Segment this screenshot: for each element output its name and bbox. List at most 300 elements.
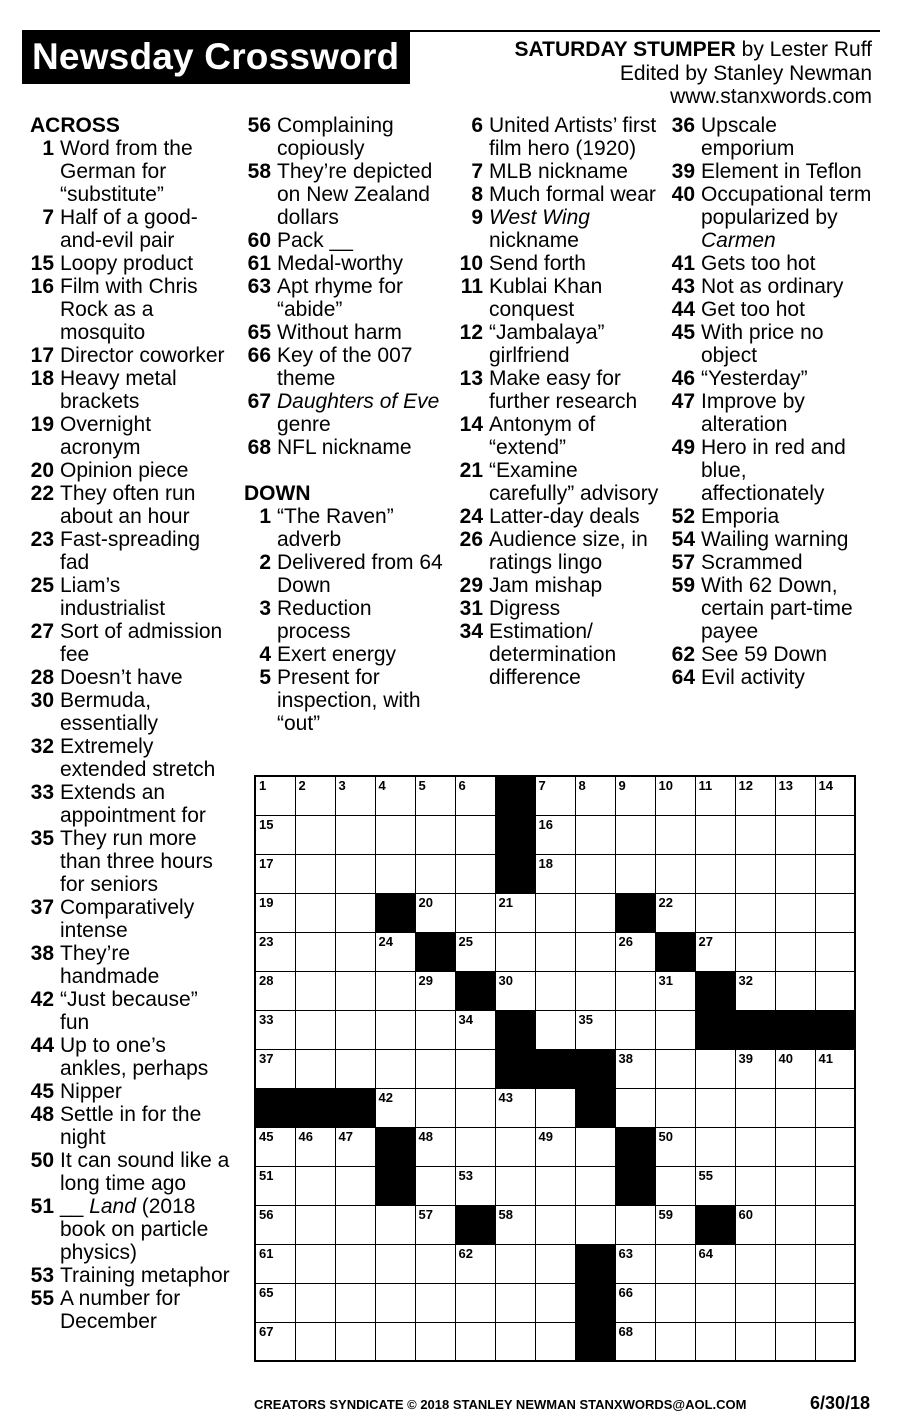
grid-cell[interactable] <box>655 1283 695 1322</box>
cell-number: 25 <box>458 933 473 949</box>
grid-cell[interactable] <box>655 776 695 815</box>
grid-cell[interactable] <box>335 1049 375 1088</box>
grid-cell[interactable] <box>255 1322 295 1361</box>
grid-cell[interactable] <box>695 1244 735 1283</box>
grid-row <box>255 815 855 854</box>
clue-text: Delivered from 64 Down <box>277 551 443 597</box>
grid-cell[interactable] <box>735 1322 775 1361</box>
grid-cell[interactable] <box>775 854 815 893</box>
grid-cell[interactable] <box>575 776 615 815</box>
clue-item <box>244 229 449 252</box>
grid-cell[interactable] <box>375 1049 415 1088</box>
grid-cell[interactable] <box>495 971 535 1010</box>
grid-cell[interactable] <box>255 932 295 971</box>
grid-cell[interactable] <box>415 1205 455 1244</box>
grid-cell[interactable] <box>535 1283 575 1322</box>
grid-cell[interactable] <box>535 1127 575 1166</box>
grid-cell[interactable] <box>615 971 655 1010</box>
clue-text: Kublai Khan conquest <box>489 275 603 321</box>
grid-cell[interactable] <box>815 1127 855 1166</box>
crossword-grid <box>254 775 856 1362</box>
cell-number: 49 <box>538 1128 553 1144</box>
grid-cell[interactable] <box>535 1322 575 1361</box>
grid-cell[interactable] <box>295 1127 335 1166</box>
grid-cell[interactable] <box>815 1205 855 1244</box>
across-heading: ACROSS <box>30 114 120 137</box>
cell-number: 2 <box>298 778 306 793</box>
grid-cell[interactable] <box>495 1127 535 1166</box>
grid-cell[interactable] <box>415 1322 455 1361</box>
grid-cell[interactable] <box>735 893 775 932</box>
grid-cell[interactable] <box>815 1244 855 1283</box>
grid-cell[interactable] <box>615 854 655 893</box>
cell-number: 45 <box>259 1128 274 1144</box>
grid-cell[interactable] <box>255 1283 295 1322</box>
clue-number: 23 <box>30 528 54 551</box>
grid-cell[interactable] <box>415 1088 455 1127</box>
grid-cell[interactable] <box>735 1244 775 1283</box>
grid-cell[interactable] <box>575 971 615 1010</box>
grid-cell[interactable] <box>455 1010 495 1049</box>
grid-cell[interactable] <box>575 854 615 893</box>
grid-cell[interactable] <box>575 1205 615 1244</box>
grid-cell[interactable] <box>775 1205 815 1244</box>
grid-cell[interactable] <box>695 815 735 854</box>
grid-cell[interactable] <box>775 1244 815 1283</box>
grid-cell[interactable] <box>335 971 375 1010</box>
clue-text: Get too hot <box>701 298 805 321</box>
black-square <box>495 854 535 893</box>
grid-cell[interactable] <box>375 1205 415 1244</box>
grid-cell[interactable] <box>455 1283 495 1322</box>
grid-cell[interactable] <box>295 1049 335 1088</box>
grid-cell[interactable] <box>375 1283 415 1322</box>
clue-text: Emporia <box>701 505 780 528</box>
grid-cell[interactable] <box>495 1088 535 1127</box>
byline: by Lester Ruff <box>735 38 872 61</box>
grid-cell[interactable] <box>255 1049 295 1088</box>
grid-cell[interactable] <box>255 1166 295 1205</box>
black-square <box>615 893 655 932</box>
clue-text: Make easy for further research <box>489 367 638 413</box>
grid-cell[interactable] <box>815 1049 855 1088</box>
cell-number: 55 <box>698 1167 713 1183</box>
grid-cell[interactable] <box>455 776 495 815</box>
clue-number: 39 <box>671 160 695 183</box>
grid-cell[interactable] <box>255 893 295 932</box>
cell-number: 32 <box>738 972 753 988</box>
grid-cell[interactable] <box>735 1127 775 1166</box>
grid-cell[interactable] <box>375 1244 415 1283</box>
grid-cell[interactable] <box>775 815 815 854</box>
grid-cell[interactable] <box>375 776 415 815</box>
clue-text: Extremely extended stretch <box>60 735 216 781</box>
grid-cell[interactable] <box>375 815 415 854</box>
grid-cell[interactable] <box>335 893 375 932</box>
grid-cell[interactable] <box>415 1049 455 1088</box>
clue-text: Estimation/ determination difference <box>489 620 617 689</box>
black-square <box>695 1010 735 1049</box>
grid-cell[interactable] <box>335 815 375 854</box>
grid-cell[interactable] <box>415 893 455 932</box>
grid-cell[interactable] <box>335 1127 375 1166</box>
grid-cell[interactable] <box>255 1127 295 1166</box>
grid-cell[interactable] <box>415 1127 455 1166</box>
grid-cell[interactable] <box>415 815 455 854</box>
clue-number: 12 <box>459 321 483 344</box>
grid-cell[interactable] <box>815 1166 855 1205</box>
cell-number: 34 <box>458 1011 473 1027</box>
grid-cell[interactable] <box>695 893 735 932</box>
grid-cell[interactable] <box>455 893 495 932</box>
grid-cell[interactable] <box>295 971 335 1010</box>
grid-cell[interactable] <box>575 815 615 854</box>
grid-cell[interactable] <box>375 971 415 1010</box>
grid-cell[interactable] <box>415 854 455 893</box>
cell-number: 60 <box>738 1206 753 1222</box>
grid-cell[interactable] <box>735 1088 775 1127</box>
grid-cell[interactable] <box>655 854 695 893</box>
grid-cell[interactable] <box>415 1244 455 1283</box>
cell-number: 50 <box>658 1128 673 1144</box>
grid-cell[interactable] <box>655 1127 695 1166</box>
black-square <box>295 1088 335 1127</box>
grid-cell[interactable] <box>495 1283 535 1322</box>
clue-number: 46 <box>671 367 695 390</box>
grid-cell[interactable] <box>615 1283 655 1322</box>
grid-cell[interactable] <box>615 1010 655 1049</box>
grid-cell[interactable] <box>775 1166 815 1205</box>
grid-cell[interactable] <box>775 776 815 815</box>
clue-item <box>456 574 661 597</box>
grid-cell[interactable] <box>535 932 575 971</box>
grid-cell[interactable] <box>535 1244 575 1283</box>
grid-cell[interactable] <box>535 776 575 815</box>
grid-cell[interactable] <box>375 1010 415 1049</box>
grid-row <box>255 1244 855 1283</box>
grid-cell[interactable] <box>375 854 415 893</box>
grid-cell[interactable] <box>295 776 335 815</box>
grid-cell[interactable] <box>575 893 615 932</box>
grid-cell[interactable] <box>655 1010 695 1049</box>
grid-cell[interactable] <box>375 1322 415 1361</box>
grid-cell[interactable] <box>495 1205 535 1244</box>
cell-number: 6 <box>458 778 466 793</box>
black-square <box>775 1010 815 1049</box>
grid-cell[interactable] <box>335 1010 375 1049</box>
grid-cell[interactable] <box>495 1244 535 1283</box>
clue-number: 1 <box>42 137 54 160</box>
grid-row <box>255 932 855 971</box>
clue-number: 45 <box>30 1080 54 1103</box>
grid-cell[interactable] <box>455 1322 495 1361</box>
grid-cell[interactable] <box>535 1205 575 1244</box>
grid-cell[interactable] <box>535 893 575 932</box>
grid-cell[interactable] <box>455 1049 495 1088</box>
grid-cell[interactable] <box>495 893 535 932</box>
black-square <box>375 1166 415 1205</box>
clue-number: 45 <box>671 321 695 344</box>
down-heading: DOWN <box>244 482 311 505</box>
grid-cell[interactable] <box>535 971 575 1010</box>
clue-text: “Yesterday” <box>701 367 808 390</box>
cell-number: 58 <box>498 1206 513 1222</box>
grid-cell[interactable] <box>695 932 735 971</box>
grid-cell[interactable] <box>455 1166 495 1205</box>
grid-cell[interactable] <box>295 1322 335 1361</box>
grid-cell[interactable] <box>575 932 615 971</box>
grid-cell[interactable] <box>615 1205 655 1244</box>
clue-item <box>668 390 873 436</box>
grid-cell[interactable] <box>535 1088 575 1127</box>
grid-cell[interactable] <box>695 1322 735 1361</box>
grid-cell[interactable] <box>695 1127 735 1166</box>
black-square <box>815 1010 855 1049</box>
grid-cell[interactable] <box>815 932 855 971</box>
grid-cell[interactable] <box>615 1322 655 1361</box>
clue-text: Director coworker <box>60 344 225 367</box>
grid-cell[interactable] <box>575 1127 615 1166</box>
grid-cell[interactable] <box>335 1283 375 1322</box>
grid-cell[interactable] <box>815 1283 855 1322</box>
clue-text: Daughters of Eve genre <box>277 390 440 436</box>
grid-cell[interactable] <box>735 1049 775 1088</box>
grid-cell[interactable] <box>455 854 495 893</box>
cell-number: 33 <box>259 1011 274 1027</box>
grid-cell[interactable] <box>535 854 575 893</box>
grid-row <box>255 776 855 815</box>
puzzle-date: 6/30/18 <box>809 1393 870 1413</box>
grid-cell[interactable] <box>295 1244 335 1283</box>
clue-text: Nipper <box>60 1080 122 1103</box>
clue-text: Digress <box>489 597 561 620</box>
grid-cell[interactable] <box>535 815 575 854</box>
clue-text: They often run about an hour <box>60 482 196 528</box>
grid-cell[interactable] <box>815 1322 855 1361</box>
grid-cell[interactable] <box>655 1049 695 1088</box>
grid-cell[interactable] <box>655 1088 695 1127</box>
grid-cell[interactable] <box>775 1283 815 1322</box>
grid-cell[interactable] <box>255 1205 295 1244</box>
clue-number: 47 <box>671 390 695 413</box>
grid-cell[interactable] <box>775 1127 815 1166</box>
clue-item <box>30 413 230 459</box>
cell-number: 43 <box>498 1089 513 1105</box>
clue-number: 34 <box>459 620 483 643</box>
cell-number: 59 <box>658 1206 673 1222</box>
grid-cell[interactable] <box>815 893 855 932</box>
grid-cell[interactable] <box>575 1166 615 1205</box>
grid-cell[interactable] <box>655 893 695 932</box>
grid-cell[interactable] <box>415 776 455 815</box>
grid-cell[interactable] <box>735 1283 775 1322</box>
grid-cell[interactable] <box>655 1166 695 1205</box>
cell-number: 42 <box>378 1089 393 1105</box>
grid-cell[interactable] <box>775 971 815 1010</box>
clue-item <box>30 988 230 1034</box>
grid-cell[interactable] <box>815 776 855 815</box>
cell-number: 11 <box>698 778 713 793</box>
clue-number: 4 <box>259 643 271 666</box>
clue-number: 44 <box>671 298 695 321</box>
grid-cell[interactable] <box>655 1322 695 1361</box>
clue-text: Word from the German for “substitute” <box>60 137 193 206</box>
grid-cell[interactable] <box>415 1283 455 1322</box>
grid-cell[interactable] <box>295 1166 335 1205</box>
cell-number: 5 <box>418 778 426 793</box>
grid-cell[interactable] <box>815 1088 855 1127</box>
grid-cell[interactable] <box>775 893 815 932</box>
grid-cell[interactable] <box>695 1166 735 1205</box>
grid-cell[interactable] <box>255 854 295 893</box>
grid-cell[interactable] <box>255 1010 295 1049</box>
clue-number: 1 <box>259 505 271 528</box>
grid-cell[interactable] <box>655 1244 695 1283</box>
black-square <box>695 1205 735 1244</box>
clue-item <box>456 160 661 183</box>
grid-cell[interactable] <box>775 1322 815 1361</box>
grid-cell[interactable] <box>295 815 335 854</box>
clue-number: 6 <box>471 114 483 137</box>
clue-text: Apt rhyme for “abide” <box>277 275 404 321</box>
grid-cell[interactable] <box>495 1166 535 1205</box>
grid-cell[interactable] <box>695 776 735 815</box>
clue-text: Film with Chris Rock as a mosquito <box>60 275 198 344</box>
grid-cell[interactable] <box>295 1205 335 1244</box>
clue-item <box>244 390 449 436</box>
grid-cell[interactable] <box>735 1166 775 1205</box>
clue-column-4 <box>668 114 873 689</box>
clue-number: 27 <box>30 620 54 643</box>
black-square <box>735 1010 775 1049</box>
grid-cell[interactable] <box>735 971 775 1010</box>
cell-number: 1 <box>259 778 267 793</box>
grid-cell[interactable] <box>735 854 775 893</box>
grid-cell[interactable] <box>575 1010 615 1049</box>
clue-item <box>668 643 873 666</box>
grid-cell[interactable] <box>295 1283 335 1322</box>
grid-cell[interactable] <box>695 854 735 893</box>
grid-cell[interactable] <box>735 932 775 971</box>
cell-number: 41 <box>818 1050 833 1066</box>
clue-number: 26 <box>459 528 483 551</box>
grid-cell[interactable] <box>455 1127 495 1166</box>
cell-number: 35 <box>578 1011 593 1027</box>
clue-item <box>668 183 873 252</box>
clue-text: Latter-day deals <box>489 505 640 528</box>
grid-cell[interactable] <box>815 854 855 893</box>
clue-number: 41 <box>671 252 695 275</box>
grid-cell[interactable] <box>335 1205 375 1244</box>
cell-number: 10 <box>658 778 673 793</box>
grid-cell[interactable] <box>455 932 495 971</box>
grid-cell[interactable] <box>615 1244 655 1283</box>
grid-cell[interactable] <box>615 815 655 854</box>
clue-text: A number for December <box>60 1287 181 1333</box>
clue-text: Gets too hot <box>701 252 816 275</box>
clue-text: Key of the 007 theme <box>277 344 413 390</box>
grid-cell[interactable] <box>335 1244 375 1283</box>
grid-cell[interactable] <box>415 1010 455 1049</box>
clue-column-1 <box>30 114 230 1333</box>
grid-cell[interactable] <box>815 971 855 1010</box>
clue-text: With 62 Down, certain part-time payee <box>701 574 853 643</box>
grid-cell[interactable] <box>695 1283 735 1322</box>
cell-number: 61 <box>259 1245 274 1261</box>
grid-row <box>255 1010 855 1049</box>
grid-cell[interactable] <box>255 971 295 1010</box>
grid-cell[interactable] <box>295 893 335 932</box>
grid-cell[interactable] <box>775 932 815 971</box>
clue-number: 37 <box>30 896 54 919</box>
grid-cell[interactable] <box>455 815 495 854</box>
clue-column-3 <box>456 114 661 689</box>
grid-cell[interactable] <box>735 815 775 854</box>
grid-cell[interactable] <box>735 776 775 815</box>
grid-cell[interactable] <box>255 815 295 854</box>
grid-cell[interactable] <box>255 776 295 815</box>
grid-cell[interactable] <box>535 1166 575 1205</box>
clue-number: 17 <box>30 344 54 367</box>
grid-cell[interactable] <box>615 776 655 815</box>
grid-cell[interactable] <box>335 932 375 971</box>
black-square <box>375 1127 415 1166</box>
grid-cell[interactable] <box>335 776 375 815</box>
grid-cell[interactable] <box>655 1205 695 1244</box>
grid-cell[interactable] <box>775 1088 815 1127</box>
clue-number: 57 <box>671 551 695 574</box>
black-square <box>575 1049 615 1088</box>
grid-cell[interactable] <box>455 1088 495 1127</box>
grid-cell[interactable] <box>295 932 335 971</box>
grid-cell[interactable] <box>335 1322 375 1361</box>
grid-cell[interactable] <box>815 815 855 854</box>
grid-cell[interactable] <box>335 1166 375 1205</box>
grid-cell[interactable] <box>495 932 535 971</box>
clue-text: Fast-spreading fad <box>60 528 201 574</box>
cell-number: 4 <box>378 778 386 793</box>
grid-cell[interactable] <box>335 854 375 893</box>
grid-cell[interactable] <box>655 815 695 854</box>
clue-item <box>30 459 230 482</box>
grid-cell[interactable] <box>615 1088 655 1127</box>
grid-cell[interactable] <box>375 932 415 971</box>
grid-cell[interactable] <box>615 1049 655 1088</box>
grid-cell[interactable] <box>735 1205 775 1244</box>
grid-cell[interactable] <box>455 1244 495 1283</box>
grid-cell[interactable] <box>695 1088 735 1127</box>
section-gap <box>244 459 449 482</box>
grid-cell[interactable] <box>255 1244 295 1283</box>
cell-number: 28 <box>259 972 274 988</box>
grid-cell[interactable] <box>495 1322 535 1361</box>
grid-cell[interactable] <box>695 1049 735 1088</box>
grid-cell[interactable] <box>655 971 695 1010</box>
grid-cell[interactable] <box>615 932 655 971</box>
clue-item <box>668 252 873 275</box>
grid-cell[interactable] <box>535 1010 575 1049</box>
grid-row <box>255 854 855 893</box>
grid-cell[interactable] <box>775 1049 815 1088</box>
grid-cell[interactable] <box>415 1166 455 1205</box>
grid-cell[interactable] <box>295 1010 335 1049</box>
grid-cell[interactable] <box>415 971 455 1010</box>
clue-number: 49 <box>671 436 695 459</box>
clue-number: 9 <box>471 206 483 229</box>
cell-number: 56 <box>259 1206 274 1222</box>
grid-cell[interactable] <box>295 854 335 893</box>
grid-cell[interactable] <box>375 1088 415 1127</box>
